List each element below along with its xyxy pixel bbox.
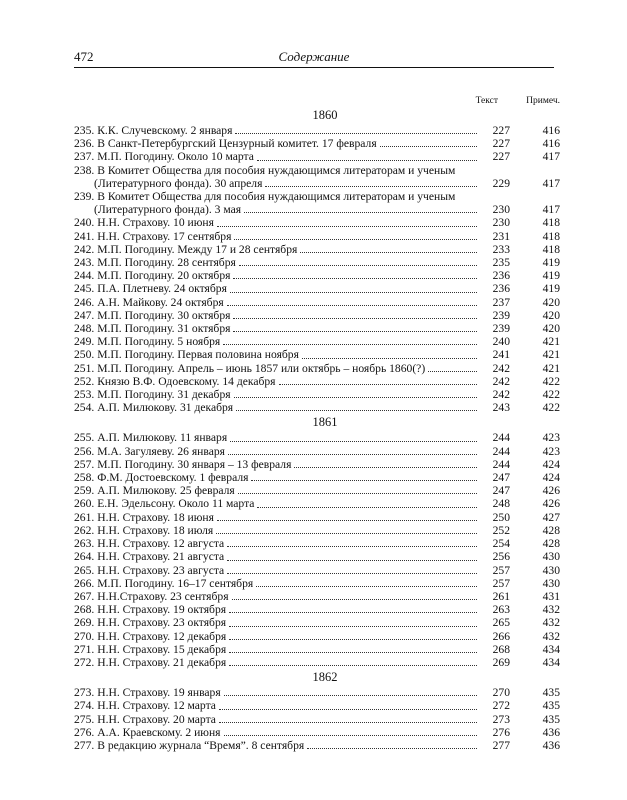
toc-entry[interactable] xyxy=(74,401,560,414)
dot-leader xyxy=(256,585,477,587)
entry-title: М.П. Погодину. Апрель – июнь 1857 или октябрь – ноябрь 1860(?) xyxy=(97,361,426,375)
entry-page: 276 xyxy=(492,725,510,739)
dot-leader xyxy=(232,598,477,600)
entry-page: 239 xyxy=(492,322,510,336)
entry-page: 230 xyxy=(492,203,510,217)
dot-leader xyxy=(244,211,477,213)
column-header-text: Текст xyxy=(475,96,498,106)
entry-note-page: 422 xyxy=(542,374,560,388)
entry-number: 274. xyxy=(74,699,95,713)
entry-number: 248. xyxy=(74,322,95,336)
toc-entry[interactable] xyxy=(74,243,560,256)
toc-entry[interactable] xyxy=(74,256,560,269)
toc-entry[interactable] xyxy=(74,164,560,190)
entry-page: 244 xyxy=(492,431,510,445)
entry-page: 250 xyxy=(492,510,510,524)
entry-note-page: 432 xyxy=(542,603,560,617)
entry-note-page: 417 xyxy=(542,203,560,217)
entry-note-page: 435 xyxy=(542,686,560,700)
entry-title: М.П. Погодину. 20 октября xyxy=(97,269,231,283)
entry-note-page: 435 xyxy=(542,712,560,726)
toc-entry[interactable] xyxy=(74,282,560,295)
entry-number: 250. xyxy=(74,348,95,362)
dot-leader xyxy=(233,330,477,332)
toc-entry[interactable] xyxy=(74,537,560,550)
entry-title: Ф.М. Достоевскому. 1 февраля xyxy=(97,471,249,485)
entry-note-page: 430 xyxy=(542,563,560,577)
toc-entry[interactable] xyxy=(74,230,560,243)
entry-note-page: 421 xyxy=(542,348,560,362)
entry-title: Н.Н. Страхову. 12 декабря xyxy=(97,629,227,643)
entry-note-page: 426 xyxy=(542,484,560,498)
dot-leader xyxy=(224,734,477,736)
entry-page: 257 xyxy=(492,563,510,577)
entry-note-page: 427 xyxy=(542,510,560,524)
dot-leader xyxy=(229,638,477,640)
entry-number: 273. xyxy=(74,686,95,700)
dot-leader xyxy=(217,519,477,521)
dot-leader xyxy=(216,532,477,534)
toc-entry[interactable] xyxy=(74,375,560,388)
entry-note-page: 426 xyxy=(542,497,560,511)
entry-page: 263 xyxy=(492,603,510,617)
dot-leader xyxy=(223,343,477,345)
entry-page: 243 xyxy=(492,401,510,415)
dot-leader xyxy=(219,721,477,723)
running-title: Содержание xyxy=(278,49,350,64)
entry-page: 252 xyxy=(492,523,510,537)
entry-title: Н.Н. Страхову. 23 октября xyxy=(97,616,227,630)
dot-leader xyxy=(230,440,477,442)
dot-leader xyxy=(251,479,477,481)
entry-title: Н.Н. Страхову. 17 сентября xyxy=(97,229,232,243)
dot-leader xyxy=(294,466,477,468)
entry-number: 269. xyxy=(74,616,95,630)
dot-leader xyxy=(234,238,477,240)
entry-page: 242 xyxy=(492,374,510,388)
toc-entry[interactable] xyxy=(74,713,560,726)
entry-number: 238. xyxy=(74,163,95,177)
entry-title: М.П. Погодину. 30 октября xyxy=(97,308,231,322)
entry-title: А.П. Милюкову. 11 января xyxy=(97,431,228,445)
entry-number: 239. xyxy=(74,190,95,204)
entry-title: М.П. Погодину. 16–17 сентября xyxy=(97,576,254,590)
toc-entry[interactable] xyxy=(74,458,560,471)
year-heading: 1860 xyxy=(312,108,338,122)
entry-page: 247 xyxy=(492,471,510,485)
entry-note-page: 423 xyxy=(542,444,560,458)
toc-entry[interactable] xyxy=(74,335,560,348)
entry-page: 265 xyxy=(492,616,510,630)
entry-note-page: 416 xyxy=(542,137,560,151)
toc-entry[interactable] xyxy=(74,590,560,603)
entry-number: 257. xyxy=(74,457,95,471)
entry-page: 227 xyxy=(492,150,510,164)
entry-page: 269 xyxy=(492,655,510,669)
entry-title: М.П. Погодину. 31 октября xyxy=(97,322,231,336)
entry-title: В редакцию журнала “Время”. 8 сентября xyxy=(97,738,305,752)
entry-number: 261. xyxy=(74,510,95,524)
dot-leader xyxy=(224,694,477,696)
entry-page: 242 xyxy=(492,388,510,402)
entry-number: 236. xyxy=(74,137,95,151)
entry-title: В Санкт-Петербургский Цензурный комитет. 17 февраля xyxy=(97,137,377,151)
entry-page: 231 xyxy=(492,229,510,243)
entry-number: 264. xyxy=(74,550,95,564)
dot-leader xyxy=(302,357,477,359)
toc-entry[interactable] xyxy=(74,309,560,322)
toc-entry[interactable] xyxy=(74,484,560,497)
dot-leader xyxy=(239,264,477,266)
entry-number: 247. xyxy=(74,308,95,322)
toc-entry[interactable] xyxy=(74,137,560,150)
entry-title: М.П. Погодину. Около 10 марта xyxy=(97,150,254,164)
entry-note-page: 431 xyxy=(542,589,560,603)
entry-title-continuation: (Литературного фонда). 30 апреля xyxy=(94,176,263,190)
year-heading: 1862 xyxy=(312,670,338,685)
entry-page: 257 xyxy=(492,576,510,590)
entry-note-page: 419 xyxy=(542,256,560,270)
entry-note-page: 420 xyxy=(542,308,560,322)
entry-title: Н.Н. Страхову. 10 июня xyxy=(97,216,214,230)
entry-number: 272. xyxy=(74,655,95,669)
dot-leader xyxy=(233,317,477,319)
entry-number: 268. xyxy=(74,603,95,617)
entry-title: Н.Н. Страхову. 18 июня xyxy=(97,510,214,524)
dot-leader xyxy=(227,545,477,547)
entry-number: 242. xyxy=(74,242,95,256)
entry-note-page: 436 xyxy=(542,738,560,752)
entry-note-page: 434 xyxy=(542,642,560,656)
dot-leader xyxy=(257,159,477,161)
dot-leader xyxy=(227,572,477,574)
entry-title: Князю В.Ф. Одоевскому. 14 декабря xyxy=(97,374,276,388)
toc-entry[interactable] xyxy=(74,511,560,524)
entry-title: Н.Н. Страхову. 19 января xyxy=(97,686,221,700)
dot-leader xyxy=(233,277,477,279)
entry-number: 259. xyxy=(74,484,95,498)
entry-number: 235. xyxy=(74,124,95,137)
toc-entry[interactable] xyxy=(74,150,560,163)
entry-note-page: 421 xyxy=(542,361,560,375)
entry-page: 248 xyxy=(492,497,510,511)
entry-number: 245. xyxy=(74,282,95,296)
column-header-notes: Примеч. xyxy=(526,96,560,106)
entry-note-page: 428 xyxy=(542,537,560,551)
entry-page: 244 xyxy=(492,457,510,471)
entry-number: 253. xyxy=(74,388,95,402)
entry-title: Н.Н. Страхову. 23 августа xyxy=(97,563,225,577)
entry-number: 244. xyxy=(74,269,95,283)
toc-entry[interactable] xyxy=(74,550,560,563)
entry-note-page: 430 xyxy=(542,576,560,590)
dot-leader xyxy=(229,651,477,653)
entry-title: Н.Н. Страхову. 18 июля xyxy=(97,523,214,537)
toc-entry[interactable] xyxy=(74,726,560,739)
page-number: 472 xyxy=(74,49,94,64)
entry-title: Н.Н. Страхову. 12 августа xyxy=(97,537,225,551)
entry-page: 254 xyxy=(492,537,510,551)
entry-note-page: 434 xyxy=(542,655,560,669)
dot-leader xyxy=(229,625,477,627)
entry-title: Н.Н. Страхову. 12 марта xyxy=(97,699,216,713)
entry-number: 275. xyxy=(74,712,95,726)
entry-note-page: 418 xyxy=(542,216,560,230)
entry-note-page: 420 xyxy=(542,322,560,336)
entry-note-page: 423 xyxy=(542,431,560,445)
entry-note-page: 420 xyxy=(542,295,560,309)
dot-leader xyxy=(227,304,477,306)
entry-number: 254. xyxy=(74,401,95,415)
dot-leader xyxy=(230,291,477,293)
toc-entry[interactable] xyxy=(74,699,560,712)
entry-note-page: 428 xyxy=(542,523,560,537)
year-heading: 1861 xyxy=(312,415,338,430)
entry-title: Е.Н. Эдельсону. Около 11 марта xyxy=(97,497,255,511)
toc-entry[interactable] xyxy=(74,190,560,216)
toc-entry[interactable] xyxy=(74,296,560,309)
entry-note-page: 418 xyxy=(542,242,560,256)
entry-number: 270. xyxy=(74,629,95,643)
entry-note-page: 421 xyxy=(542,335,560,349)
toc-entry[interactable] xyxy=(74,524,560,537)
entry-title: А.А. Краевскому. 2 июня xyxy=(97,725,221,739)
entry-number: 262. xyxy=(74,523,95,537)
dot-leader xyxy=(307,747,477,749)
entry-number: 263. xyxy=(74,537,95,551)
entry-title: М.П. Погодину. Первая половина ноября xyxy=(97,348,299,362)
toc-entry[interactable] xyxy=(74,362,560,375)
entry-page: 266 xyxy=(492,629,510,643)
toc-entry[interactable] xyxy=(74,388,560,401)
entry-page: 230 xyxy=(492,216,510,230)
dot-leader xyxy=(236,409,477,411)
entry-title: А.П. Милюкову. 31 декабря xyxy=(97,401,234,415)
entry-note-page: 419 xyxy=(542,269,560,283)
entry-page: 240 xyxy=(492,335,510,349)
dot-leader xyxy=(228,453,477,455)
entry-title: К.К. Случевскому. 2 января xyxy=(97,124,233,137)
dot-leader xyxy=(428,370,477,372)
entry-page: 237 xyxy=(492,295,510,309)
dot-leader xyxy=(238,492,477,494)
dot-leader xyxy=(235,132,477,134)
entry-number: 240. xyxy=(74,216,95,230)
entry-number: 260. xyxy=(74,497,95,511)
entry-number: 252. xyxy=(74,374,95,388)
entry-title: Н.Н.Страхову. 23 сентября xyxy=(97,589,229,603)
toc-entry[interactable] xyxy=(74,630,560,643)
entry-note-page: 432 xyxy=(542,629,560,643)
entry-page: 273 xyxy=(492,712,510,726)
entry-number: 237. xyxy=(74,150,95,164)
entry-title: Н.Н. Страхову. 15 декабря xyxy=(97,642,227,656)
entry-page: 244 xyxy=(492,444,510,458)
toc-entry[interactable] xyxy=(74,577,560,590)
entry-number: 276. xyxy=(74,725,95,739)
entry-page: 261 xyxy=(492,589,510,603)
entry-page: 256 xyxy=(492,550,510,564)
entry-page: 239 xyxy=(492,308,510,322)
dot-leader xyxy=(234,396,477,398)
toc-entry[interactable] xyxy=(74,739,560,752)
entry-note-page: 432 xyxy=(542,616,560,630)
entry-note-page: 424 xyxy=(542,457,560,471)
dot-leader xyxy=(257,506,477,508)
entry-title: Н.Н. Страхову. 20 марта xyxy=(97,712,216,726)
entry-title: Н.Н. Страхову. 21 августа xyxy=(97,550,225,564)
entry-page: 277 xyxy=(492,738,510,752)
entry-number: 255. xyxy=(74,431,95,445)
table-of-contents xyxy=(74,107,560,752)
toc-entry[interactable] xyxy=(74,471,560,484)
toc-entry[interactable] xyxy=(74,348,560,361)
entry-page: 233 xyxy=(492,242,510,256)
dot-leader xyxy=(229,611,477,613)
entry-number: 251. xyxy=(74,361,95,375)
entry-title: В Комитет Общества для пособия нуждающимся литераторам и ученым xyxy=(97,190,456,204)
entry-page: 247 xyxy=(492,484,510,498)
entry-title: А.Н. Майкову. 24 октября xyxy=(97,295,224,309)
entry-title: М.П. Погодину. 30 января – 13 февраля xyxy=(97,457,292,471)
entry-number: 241. xyxy=(74,229,95,243)
toc-entry[interactable] xyxy=(74,564,560,577)
entry-page: 227 xyxy=(492,124,510,137)
dot-leader xyxy=(380,145,477,147)
dot-leader xyxy=(219,708,477,710)
entry-number: 266. xyxy=(74,576,95,590)
toc-entry[interactable] xyxy=(74,216,560,229)
entry-note-page: 417 xyxy=(542,150,560,164)
entry-number: 267. xyxy=(74,589,95,603)
entry-page: 227 xyxy=(492,137,510,151)
entry-note-page: 422 xyxy=(542,401,560,415)
entry-page: 236 xyxy=(492,282,510,296)
toc-entry[interactable] xyxy=(74,124,560,137)
entry-note-page: 424 xyxy=(542,471,560,485)
entry-note-page: 435 xyxy=(542,699,560,713)
dot-leader xyxy=(217,225,477,227)
entry-number: 256. xyxy=(74,444,95,458)
entry-title: Н.Н. Страхову. 19 октября xyxy=(97,603,227,617)
entry-number: 243. xyxy=(74,256,95,270)
entry-title: А.П. Милюкову. 25 февраля xyxy=(97,484,235,498)
entry-note-page: 436 xyxy=(542,725,560,739)
entry-title: М.П. Погодину. 31 декабря xyxy=(97,388,231,402)
entry-title: Н.Н. Страхову. 21 декабря xyxy=(97,655,227,669)
entry-title: М.П. Погодину. Между 17 и 28 сентября xyxy=(97,242,298,256)
toc-entry[interactable] xyxy=(74,616,560,629)
entry-page: 241 xyxy=(492,348,510,362)
entry-page: 270 xyxy=(492,686,510,700)
toc-entry[interactable] xyxy=(74,322,560,335)
toc-entry[interactable] xyxy=(74,497,560,510)
entry-number: 246. xyxy=(74,295,95,309)
entry-title: В Комитет Общества для пособия нуждающимся литераторам и ученым xyxy=(97,163,456,177)
dot-leader xyxy=(279,383,477,385)
dot-leader xyxy=(265,185,477,187)
entry-note-page: 417 xyxy=(542,176,560,190)
dot-leader xyxy=(300,251,477,253)
toc-entry[interactable] xyxy=(74,686,560,699)
entry-page: 272 xyxy=(492,699,510,713)
toc-entry[interactable] xyxy=(74,656,560,669)
entry-page: 268 xyxy=(492,642,510,656)
entry-title-continuation: (Литературного фонда). 3 мая xyxy=(94,203,242,217)
toc-entry[interactable] xyxy=(74,431,560,444)
dot-leader xyxy=(227,559,477,561)
entry-number: 277. xyxy=(74,738,95,752)
running-head xyxy=(74,47,554,68)
entry-page: 236 xyxy=(492,269,510,283)
entry-title: М.А. Загуляеву. 26 января xyxy=(97,444,225,458)
entry-note-page: 430 xyxy=(542,550,560,564)
entry-note-page: 418 xyxy=(542,229,560,243)
entry-note-page: 416 xyxy=(542,124,560,137)
toc-entry[interactable] xyxy=(74,643,560,656)
dot-leader xyxy=(229,664,477,666)
entry-page: 242 xyxy=(492,361,510,375)
entry-number: 271. xyxy=(74,642,95,656)
entry-note-page: 419 xyxy=(542,282,560,296)
toc-entry[interactable] xyxy=(74,603,560,616)
entry-title: М.П. Погодину. 5 ноября xyxy=(97,335,221,349)
entry-number: 258. xyxy=(74,471,95,485)
entry-note-page: 422 xyxy=(542,388,560,402)
entry-page: 235 xyxy=(492,256,510,270)
entry-page: 229 xyxy=(492,176,510,190)
entry-title: М.П. Погодину. 28 сентября xyxy=(97,256,236,270)
entry-number: 249. xyxy=(74,335,95,349)
entry-title: П.А. Плетневу. 24 октября xyxy=(97,282,227,296)
toc-entry[interactable] xyxy=(74,445,560,458)
entry-number: 265. xyxy=(74,563,95,577)
toc-entry[interactable] xyxy=(74,269,560,282)
